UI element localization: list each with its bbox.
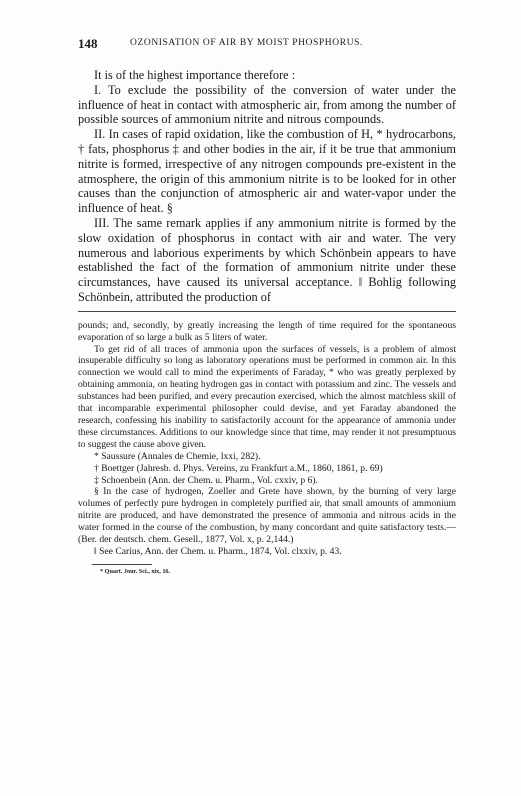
body-paragraph-two: II. In cases of rapid oxidation, like the combustion of H, * hydrocarbons, † fats, phosphorus ‡ and other bodies in the air, if it be true that ammonium nitrite is formed, irrespective of any nitrogen compounds pre-existent in the atmosphere, the origin of this ammonium nitrite is to be looked for in other causes than the conjunction of atmospheric air and water-vapor under the influence of heat. § <box>78 127 456 216</box>
footnote-carius: ‖ See Carius, Ann. der Chem. u. Pharm., 1874, Vol. clxxiv, p. 43. <box>94 545 342 557</box>
body-text <box>78 68 456 305</box>
footnotes <box>78 320 456 558</box>
footnote-zoeller-grete: § In the case of hydrogen, Zoeller and Grete have shown, by the burning of very large volumes of perfectly pure hydrogen in completely purified air, that small amounts of ammonium nitrite are produced, and have demonstrated the presence of ammonia and nitrous acids in the water formed in the course of the combustion, by many concordant and quite satisfactory tests.—(Ber. der deutsch. chem. Gesell., 1877, Vol. x, p. 2,144.) <box>78 486 456 546</box>
page <box>78 36 456 575</box>
running-head: OZONISATION OF AIR BY MOIST PHOSPHORUS. <box>130 38 363 48</box>
footnote-continuation: pounds; and, secondly, by greatly increasing the length of time required for the spontaneous evaporation of so large a bulk as 5 liters of water. <box>78 319 456 343</box>
sub-footnote-divider <box>92 564 152 565</box>
sub-footnote: * Quart. Jour. Sci., xix, 16. <box>100 567 171 575</box>
body-paragraph-one: I. To exclude the possibility of the conversion of water under the influence of heat in contact with atmospheric air, from among the number of possible sources of ammonium nitrite and nitrous compounds. <box>78 82 456 127</box>
body-paragraph-three: III. The same remark applies if any ammonium nitrite is formed by the slow oxidation of phosphorus in contact with air and water. The very numerous and laborious experiments by which Schönbein appears to have established the fact of the formation of ammonium nitrite under these circumstances, have caused its universal acceptance. ‖ Bohlig following Schönbein, attributed the production of <box>78 215 456 304</box>
footnote-saussure: * Saussure (Annales de Chemie, lxxi, 282). <box>94 450 261 462</box>
footnote-paragraph: To get rid of all traces of ammonia upon the surfaces of vessels, is a problem of almost insuperable difficulty so long as laboratory operations must be performed in common air. In this connection we would call to mind the experiments of Faraday, * who was greatly perplexed by obtaining ammonia, on heating hydrogen gas in contact with potassium and zinc. The vessels and substances had been purified, and every precaution exercised, which the almost matchless skill of that incomparable experimental philosopher could devise, and yet Faraday abandoned the research, confessing his inability to satisfactorily account for the appearance of ammonia under these circumstances. Additions to our knowledge since that time, may render it not presumptuous to suggest the cause above given. <box>78 343 456 450</box>
page-header <box>78 36 456 52</box>
footnote-schoenbein: ‡ Schoenbein (Ann. der Chem. u. Pharm., Vol. cxxiv, p 6). <box>94 474 318 486</box>
body-paragraph-intro: It is of the highest importance therefore : <box>94 68 296 82</box>
page-number: 148 <box>78 36 98 51</box>
footnote-divider <box>78 311 456 312</box>
footnote-boettger: † Boettger (Jahresb. d. Phys. Vereins, zu Frankfurt a.M., 1860, 1861, p. 69) <box>94 462 383 474</box>
